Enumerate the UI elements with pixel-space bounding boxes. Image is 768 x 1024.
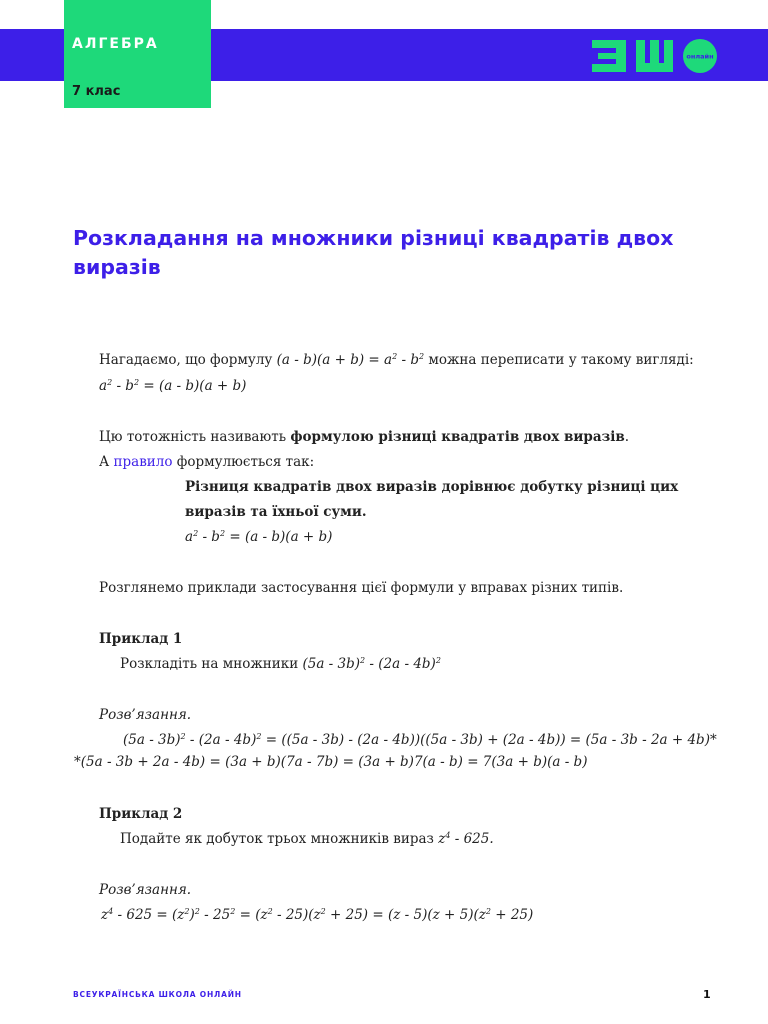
example-1-solution-line-1: (5a - 3b)$^2$ - (2a - 4b)$^2$ = ((5a - 3b) - (2a - 4b))((5a - 3b) + (2a - 4b)) = (5a - 3b - 2a + 4b)* xyxy=(123,732,717,748)
example-2-heading: Приклад 2 xyxy=(99,806,183,822)
svg-text:онлайн: онлайн xyxy=(686,52,714,61)
rule-link[interactable]: правило xyxy=(113,454,173,470)
rule-text-line-1: Різниця квадратів двох виразів дорівнює добутку різниці цих xyxy=(185,479,679,495)
identity-line: Цю тотожність називають формулою різниці квадратів двох виразів. xyxy=(99,429,630,445)
rule-intro-line: А правило формулюється так: xyxy=(99,454,315,470)
rule-text-line-2: виразів та їхньої суми. xyxy=(185,504,367,520)
page-number: 1 xyxy=(703,988,711,1001)
example-1-solution-label: Розв’язання. xyxy=(99,707,192,723)
intro-formula: $a^2 - b^2 = (a - b)(a + b)$ xyxy=(99,378,247,394)
example-2-task: Подайте як добуток трьох множників вираз $z^4 - 625$. xyxy=(120,831,494,847)
page-title: Розкладання на множники різниці квадратів двох виразів xyxy=(73,226,674,279)
example-2-solution: $z^4 - 625 = (z^2)^2 - 25^2 = (z^2 - 25)(z^2 + 25) = (z - 5)(z + 5)(z^2 + 25)$ xyxy=(101,907,534,923)
example-1-heading: Приклад 1 xyxy=(99,631,183,647)
footer-school-name: ВСЕУКРАЇНСЬКА ШКОЛА ОНЛАЙН xyxy=(73,990,242,999)
example-1-solution-line-2: *(5a - 3b + 2a - 4b) = (3a + b)(7a - 7b) = (3a + b)7(a - b) = 7(3a + b)(a - b) xyxy=(74,754,588,770)
example-1-task: Розкладіть на множники (5a - 3b)$^2$ - (2a - 4b)$^2$ xyxy=(120,656,441,672)
examples-intro: Розглянемо приклади застосування цієї формули у вправах різних типів. xyxy=(99,580,624,596)
example-2-solution-label: Розв’язання. xyxy=(99,882,192,898)
subject-label: АЛГЕБРА xyxy=(72,36,159,52)
intro-line: Нагадаємо, що формулу $(a - b)(a + b) = a^2 - b^2$ можна переписати у такому вигляді: xyxy=(99,352,694,368)
grade-label: 7 клас xyxy=(72,84,121,99)
zno-logo xyxy=(590,38,720,74)
rule-formula: $a^2 - b^2 = (a - b)(a + b)$ xyxy=(185,529,333,545)
